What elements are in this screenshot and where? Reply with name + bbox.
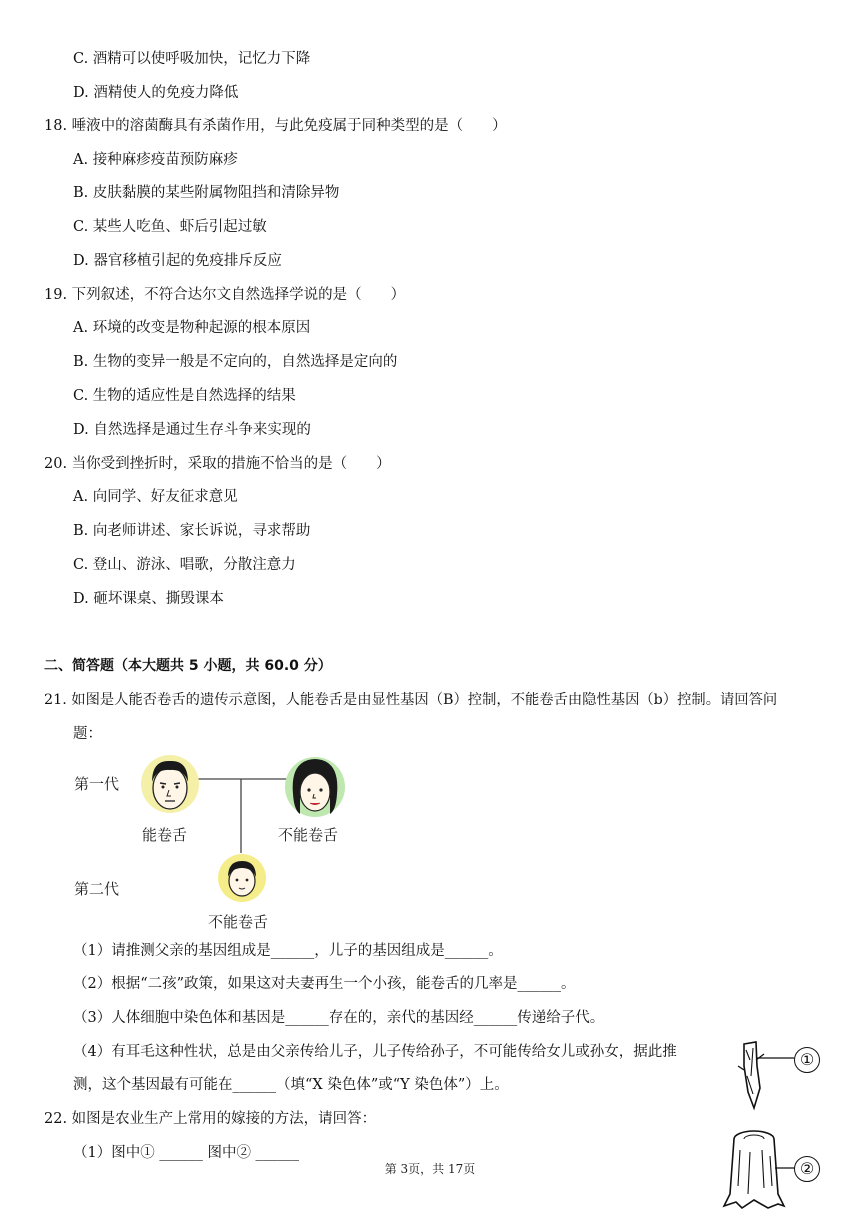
q20-option-b: B. 向老师讲述、家长诉说，寻求帮助 <box>73 523 311 539</box>
q20-stem: 20. 当你受到挫折时，采取的措施不恰当的是（ ） <box>44 456 391 472</box>
q20-option-a: A. 向同学、好友征求意见 <box>73 489 238 505</box>
mother-face-icon <box>284 754 346 820</box>
mother-trait-label: 不能卷舌 <box>278 826 339 844</box>
father-trait-label: 能卷舌 <box>142 826 188 844</box>
graft-label-2: ② <box>794 1156 820 1182</box>
son-face-icon <box>217 853 267 903</box>
q21-sub2: （2）根据“二孩”政策，如果这对夫妻再生一个小孩，能卷舌的几率是______。 <box>73 976 576 992</box>
q21-stem-line2: 题： <box>73 726 102 742</box>
generation-1-label: 第一代 <box>74 775 120 793</box>
graft-label-1: ① <box>794 1047 820 1073</box>
page-footer: 第 3页，共 17页 <box>384 1162 476 1176</box>
q19-option-c: C. 生物的适应性是自然选择的结果 <box>73 388 296 404</box>
q20-option-c: C. 登山、游泳、唱歌，分散注意力 <box>73 557 296 573</box>
q21-sub4-line2: 测，这个基因最有可能在______（填“X 染色体”或“Y 染色体”）上。 <box>73 1077 509 1093</box>
q18-option-a: A. 接种麻疹疫苗预防麻疹 <box>73 152 238 168</box>
q21-sub3: （3）人体细胞中染色体和基因是______存在的，亲代的基因经______传递给子代。 <box>73 1010 605 1026</box>
generation-2-label: 第二代 <box>74 880 120 898</box>
father-face-icon <box>140 752 200 814</box>
grafting-figure <box>720 1036 840 1216</box>
q17-option-d: D. 酒精使人的免疫力降低 <box>73 85 239 101</box>
q19-option-d: D. 自然选择是通过生存斗争来实现的 <box>73 422 311 438</box>
q21-stem-line1: 21. 如图是人能否卷舌的遗传示意图，人能卷舌是由显性基因（B）控制，不能卷舌由隐性基因（b）控制。请回答问 <box>44 692 778 708</box>
section-heading: 二、简答题（本大题共 5 小题，共 60.0 分） <box>44 658 332 674</box>
q22-stem: 22. 如图是农业生产上常用的嫁接的方法，请回答： <box>44 1111 377 1127</box>
q18-option-b: B. 皮肤黏膜的某些附属物阻挡和清除异物 <box>73 185 340 201</box>
q18-stem: 18. 唾液中的溶菌酶具有杀菌作用，与此免疫属于同种类型的是（ ） <box>44 118 507 134</box>
q17-option-c: C. 酒精可以使呼吸加快，记忆力下降 <box>73 51 311 67</box>
q20-option-d: D. 砸坏课桌、撕毁课本 <box>73 591 224 607</box>
q21-sub1: （1）请推测父亲的基因组成是______，儿子的基因组成是______。 <box>73 943 503 959</box>
son-trait-label: 不能卷舌 <box>208 913 269 931</box>
q19-option-b: B. 生物的变异一般是不定向的，自然选择是定向的 <box>73 354 398 370</box>
q19-option-a: A. 环境的改变是物种起源的根本原因 <box>73 320 311 336</box>
q19-stem: 19. 下列叙述，不符合达尔文自然选择学说的是（ ） <box>44 287 406 303</box>
q21-sub4-line1: （4）有耳毛这种性状，总是由父亲传给儿子，儿子传给孙子，不可能传给女儿或孙女，据此推 <box>73 1044 677 1060</box>
q22-sub1: （1）图中① ______ 图中② ______ <box>73 1145 300 1161</box>
q18-option-d: D. 器官移植引起的免疫排斥反应 <box>73 253 282 269</box>
q18-option-c: C. 某些人吃鱼、虾后引起过敏 <box>73 219 267 235</box>
